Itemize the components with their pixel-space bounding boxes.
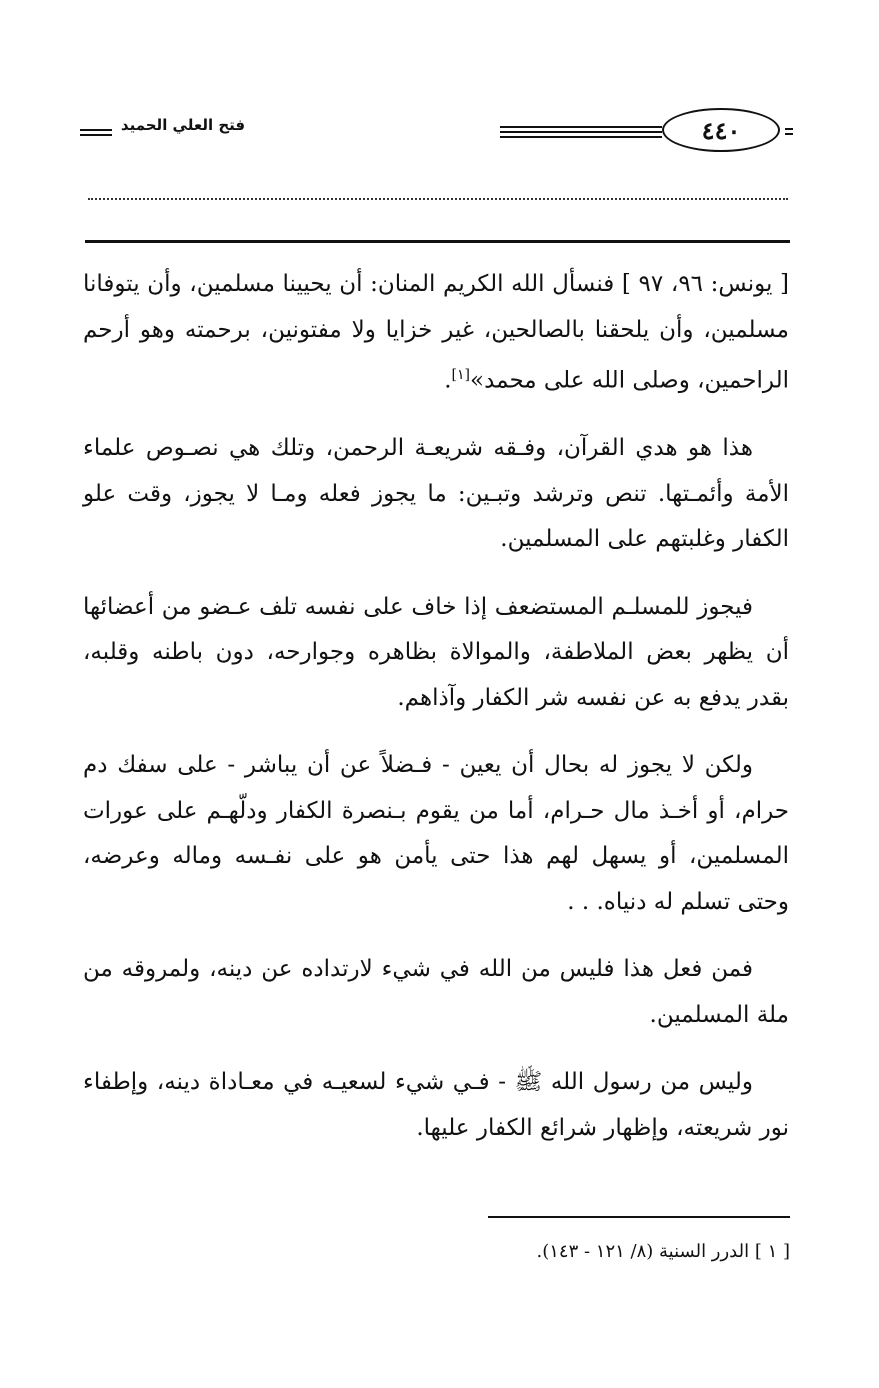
paragraph-1: [ يونس: ٩٦، ٩٧ ] فنسأل الله الكريم المنان: أن يحيينا مسلمين، وأن يتوفانا مسلمين، وأن يلحقنا بالصالحين، غير خزايا ولا مفتونين، برحمته وهو أرحم الراحمين، وصلى الله على محمد»[١]. xyxy=(83,271,790,394)
header-ornament-middle xyxy=(500,126,662,141)
page-number: ٤٤٠ xyxy=(662,108,780,152)
header-ornament-right xyxy=(785,128,793,138)
dotted-separator xyxy=(88,198,788,208)
book-title: فتح العلي الحميد xyxy=(120,116,246,134)
top-rule xyxy=(85,240,790,243)
paragraph-2: هذا هو هدي القرآن، وفـقه شريعـة الرحمن، وتلك هي نصـوص علماء الأمة وأئمـتها. تنص وترشد وتبـين: ما يجوز فعله ومـا لا يجوز، وقت علو الكفار وغلبتهم على المسلمين. xyxy=(83,435,789,553)
footnote-reference: [١] xyxy=(451,367,470,383)
body-text xyxy=(83,262,789,1173)
footnote-rule xyxy=(488,1216,790,1218)
paragraph-3: فيجوز للمسلـم المستضعف إذا خاف على نفسه تلف عـضو من أعضائها أن يظهر بعض الملاطفة، والموالاة بظاهره وجوارحه، دون باطنه وقلبه، بقدر يدفع به عن نفسه شر الكفار وآذاهم. xyxy=(83,593,789,711)
paragraph-6: وليس من رسول الله ﷺ - فـي شيء لسعيـه في معـاداة دينه، وإطفاء نور شريعته، وإظهار شرائع الكفار عليها. xyxy=(83,1069,789,1141)
paragraph-4: ولكن لا يجوز له بحال أن يعين - فـضلاً عن أن يباشر - على سفك دم حرام، أو أخـذ مال حـرام، أما من يقوم بـنصرة الكفار ودلّهـم على عورات المسلمين، أو يسهل لهم هذا حتى يأمن هو على نفـسه وماله وعرضه، وحتى تسلم له دنياه. . . xyxy=(83,752,789,915)
page-header xyxy=(0,0,879,170)
footnote: [ ١ ] الدرر السنية (٨/ ١٢١ - ١٤٣). xyxy=(536,1241,790,1262)
header-ornament-left xyxy=(80,129,112,139)
paragraph-5: فمن فعل هذا فليس من الله في شيء لارتداده عن دينه، ولمروقه من ملة المسلمين. xyxy=(83,956,789,1028)
